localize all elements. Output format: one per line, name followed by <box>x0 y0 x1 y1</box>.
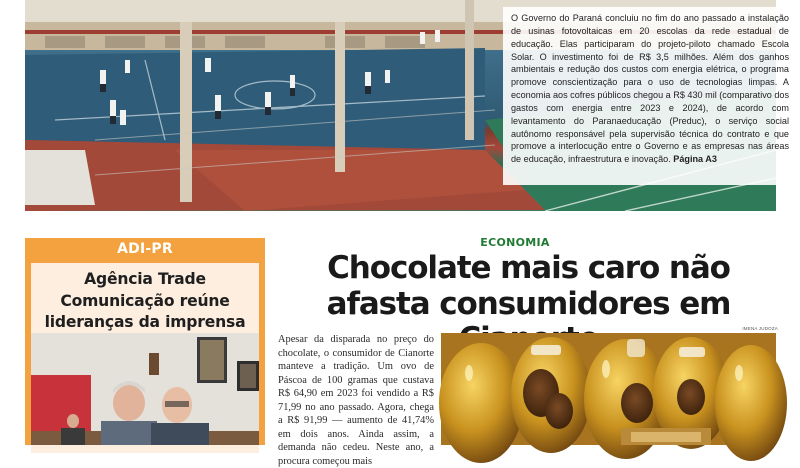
adi-pr-sidebar <box>25 238 265 445</box>
photo-caption <box>503 7 796 185</box>
article-headline[interactable]: Chocolate mais caro não afasta consumidores em <box>326 250 731 322</box>
article-body: Apesar da disparada no preço do chocolate, o consumidor de Cianorte manteve a tradição. Um ovo de Páscoa de 100 gramas que custava R$ 64,90 em 2023 foi vendido a R$ 71,99 no ano passado. Agora, chega a R$ 91,99 — aumento de 41,74% em dois anos. Ainda assim, a demanda não cedeu. Neste ano, a procura começou mais <box>278 334 434 467</box>
leaders-photo-drawing <box>31 333 259 445</box>
page-reference[interactable]: Página A3 <box>673 154 717 165</box>
school-court-photo <box>25 0 790 211</box>
caption-text: O Governo do Paraná concluiu no fim do ano passado a instalação de usinas fotovoltaicas em 20 escolas da rede estadual de educação. Elas participaram do projeto-piloto chamado Escola Solar. O investimento foi de R$ 3,5 milhões. Além dos ganhos ambientais e redução dos custos com energia elétrica, o programa promove conscientização para o uso de tecnologias limpas. A economia aos cofres públicos chegou a R$ 430 mil (comparativo dos gastos com energia entre 2023 e 2024), de acordo com levantamento do Paranaeducação (Preduc), o serviço social autônomo responsável pela supervisão técnica do contrato e que promove a interlocução entre o Governo e as empresas nas áreas de educação, infraestrutura e inovação. <box>511 13 790 165</box>
photo-credit: IMENA JUDOZA <box>742 326 778 331</box>
easter-eggs-drawing <box>441 333 776 445</box>
section-kicker: ECONOMIA <box>480 236 550 249</box>
leaders-photo <box>31 333 259 445</box>
sidebar-headline[interactable]: Agência Trade Comunicação reúne lideranças da imprensa <box>44 270 246 331</box>
section-tag: ADI-PR <box>117 241 173 257</box>
easter-eggs-photo <box>441 333 776 445</box>
